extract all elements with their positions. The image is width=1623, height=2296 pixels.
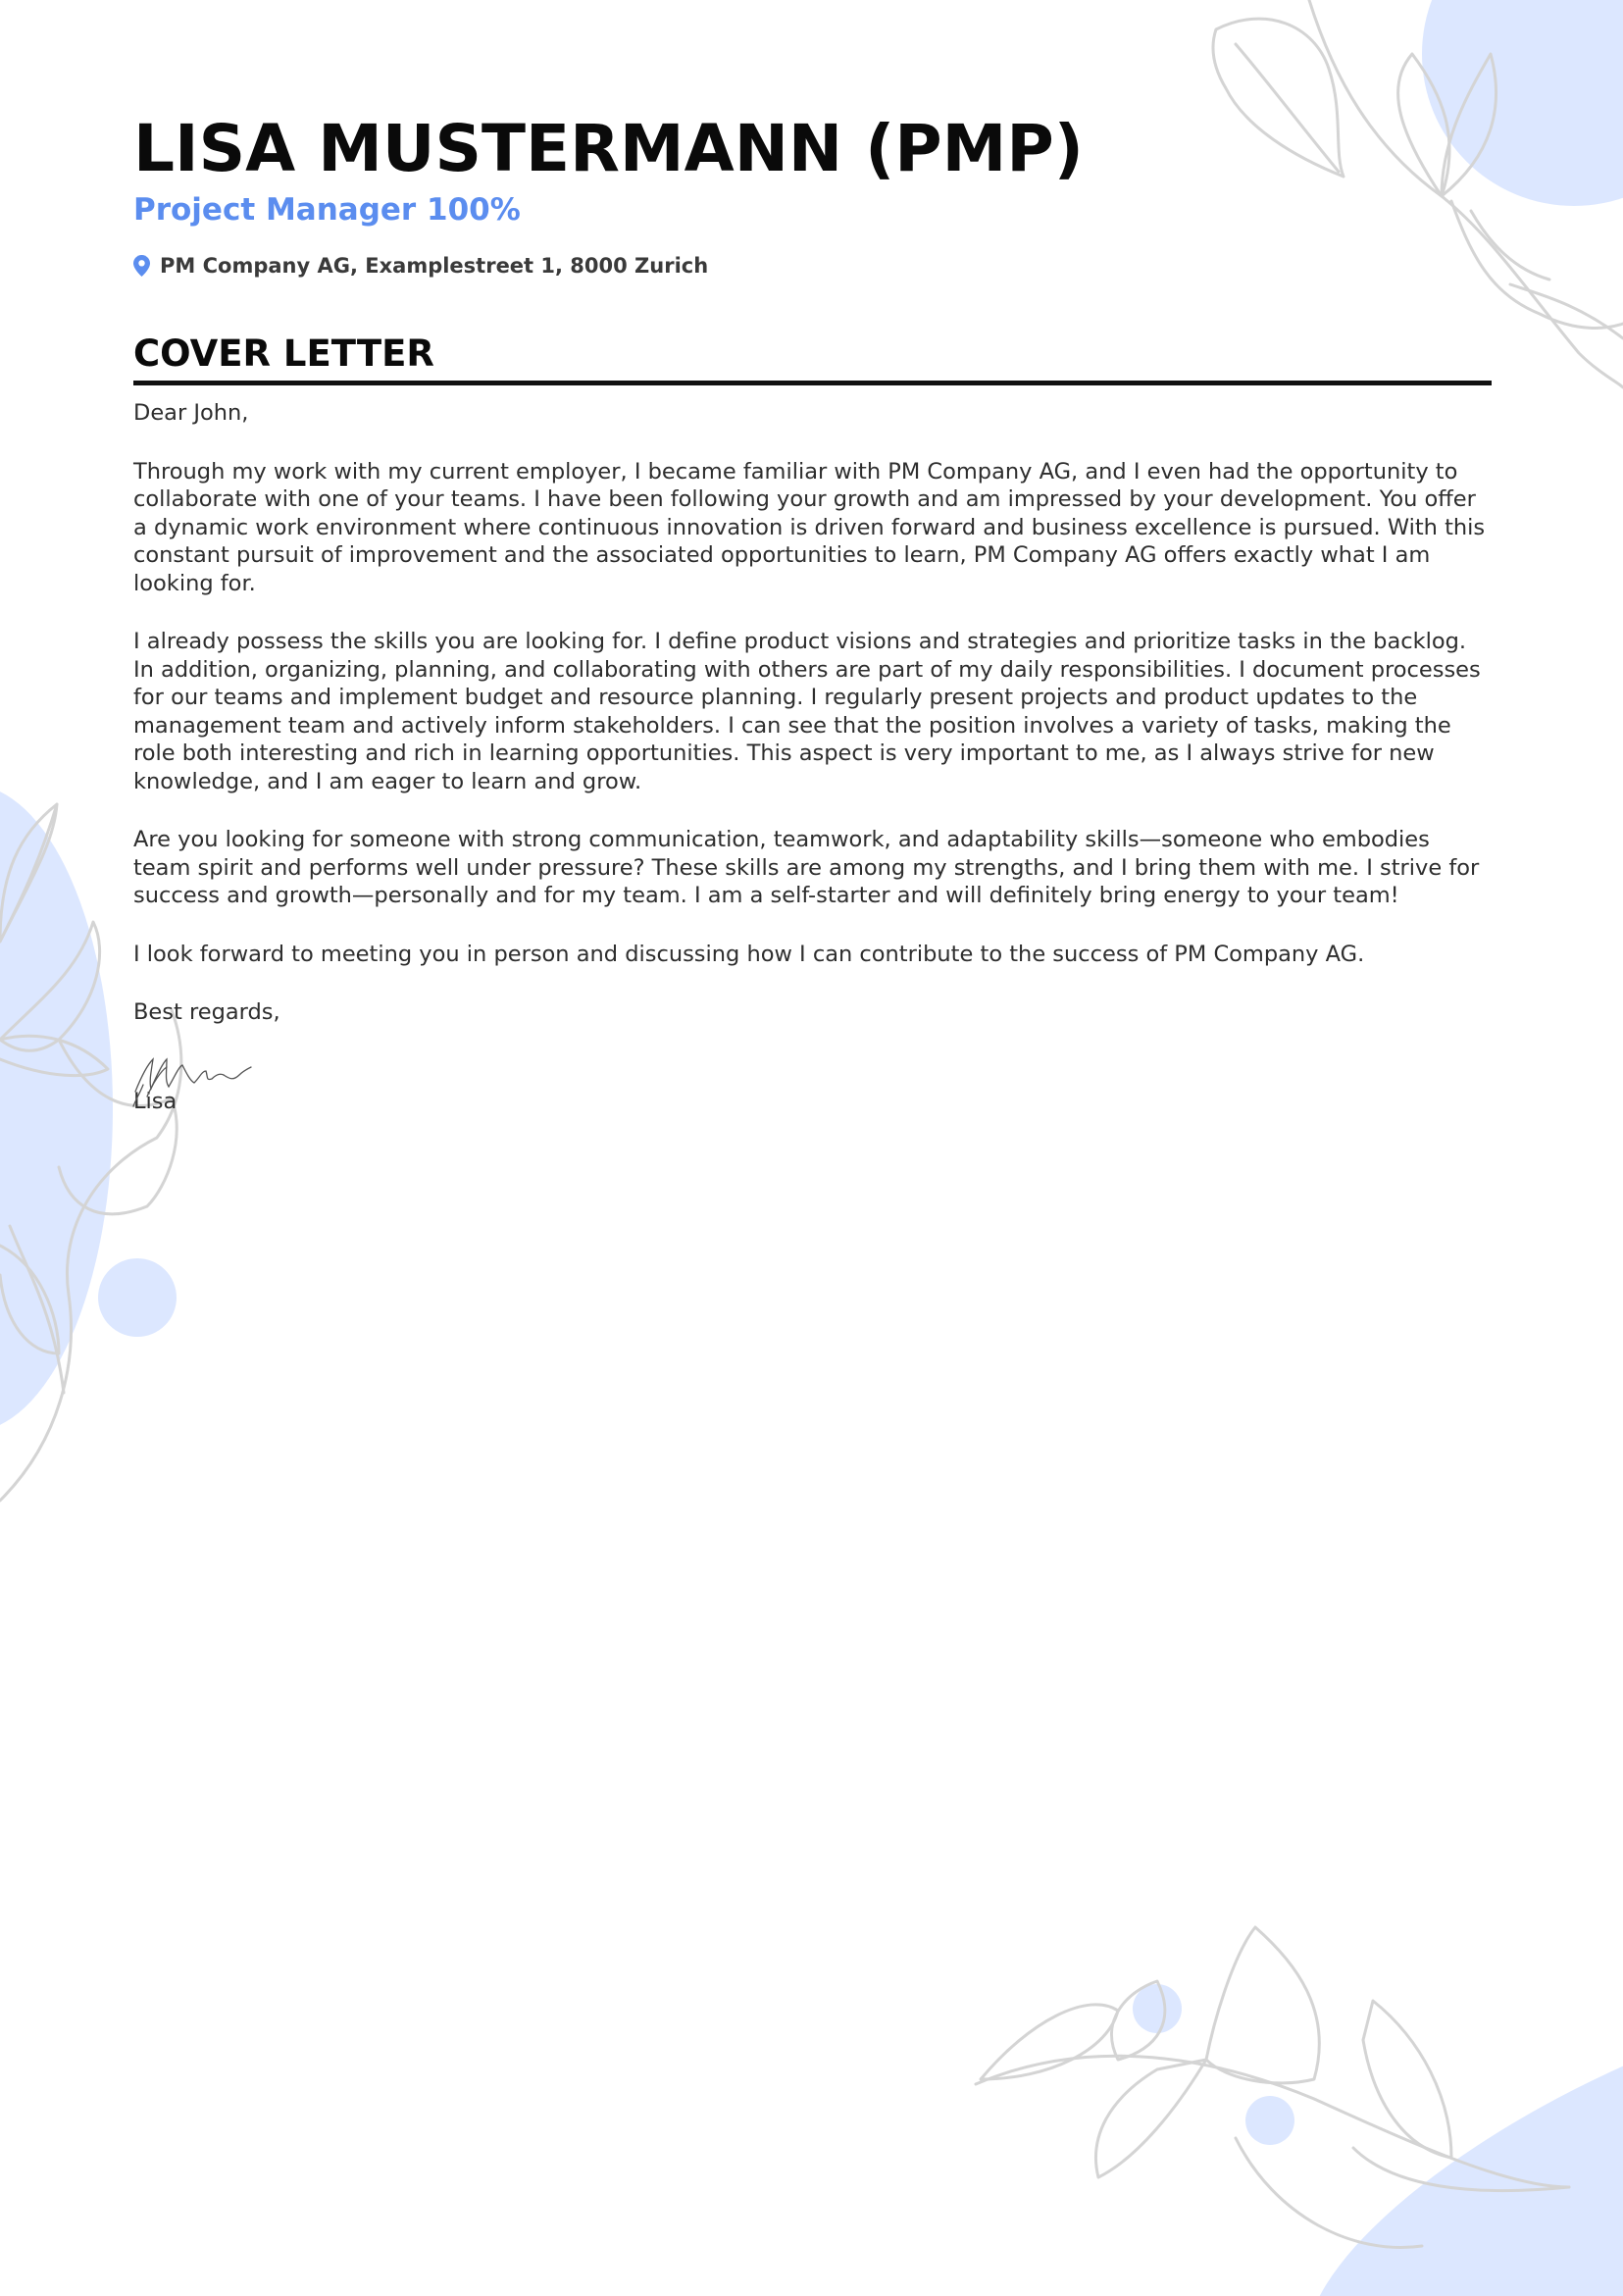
left-small-dot — [98, 1258, 177, 1337]
bottom-right-leaves — [976, 1927, 1569, 2248]
cover-letter-page — [133, 108, 1492, 1146]
closing: Best regards, — [133, 999, 280, 1025]
bottom-dot-2 — [1245, 2096, 1294, 2145]
left-blob — [0, 785, 113, 1432]
applicant-name: LISA MUSTERMANN (PMP) — [133, 111, 1084, 186]
signature-area — [133, 1057, 1492, 1088]
paragraph-4: I look forward to meeting you in person and discussing how I can contribute to the success of PM Company AG. — [133, 941, 1365, 967]
handwritten-signature — [118, 1038, 275, 1116]
paragraph-2: I already possess the skills you are looking for. I define product visions and strategies and prioritize tasks in the backlog. In addition, organizing, planning, and collaborating with others are part of my daily responsibilities. I document processes for our teams and implement budget and resource planning. I regularly present projects and product updates to the management team and actively inform stakeholders. I can see that the position involves a variety of tasks, making the role both interesting and rich in learning opportunities. This aspect is very important to me, as I always strive for new knowledge, and I am eager to learn and grow. — [133, 629, 1481, 794]
signer-name: Lisa — [133, 1088, 178, 1114]
greeting: Dear John, — [133, 400, 249, 426]
address-line — [133, 251, 1492, 281]
paragraph-3: Are you looking for someone with strong communication, teamwork, and adaptability skills—someone who embodies team spirit and performs well under pressure? These skills are among my strengths, and I bring them with me. I strive for success and growth—personally and for my team. I am a self-starter and will definitely bring energy to your team! — [133, 827, 1480, 908]
section-title: COVER LETTER — [133, 332, 1492, 385]
letter-body — [133, 399, 1492, 1115]
location-pin-icon — [133, 255, 150, 277]
address-text: PM Company AG, Examplestreet 1, 8000 Zurich — [160, 254, 709, 278]
bottom-dot-1 — [1133, 1984, 1182, 2033]
bottom-right-blob — [1253, 1907, 1623, 2296]
paragraph-1: Through my work with my current employer, I became familiar with PM Company AG, and I even had the opportunity to collaborate with one of your teams. I have been following your growth and am impressed by your development. You offer a dynamic work environment where continuous innovation is driven forward and business excellence is pursued. With this constant pursuit of improvement and the associated opportunities to learn, PM Company AG offers exactly what I am looking for. — [133, 458, 1486, 596]
job-title: Project Manager 100% — [133, 192, 521, 228]
